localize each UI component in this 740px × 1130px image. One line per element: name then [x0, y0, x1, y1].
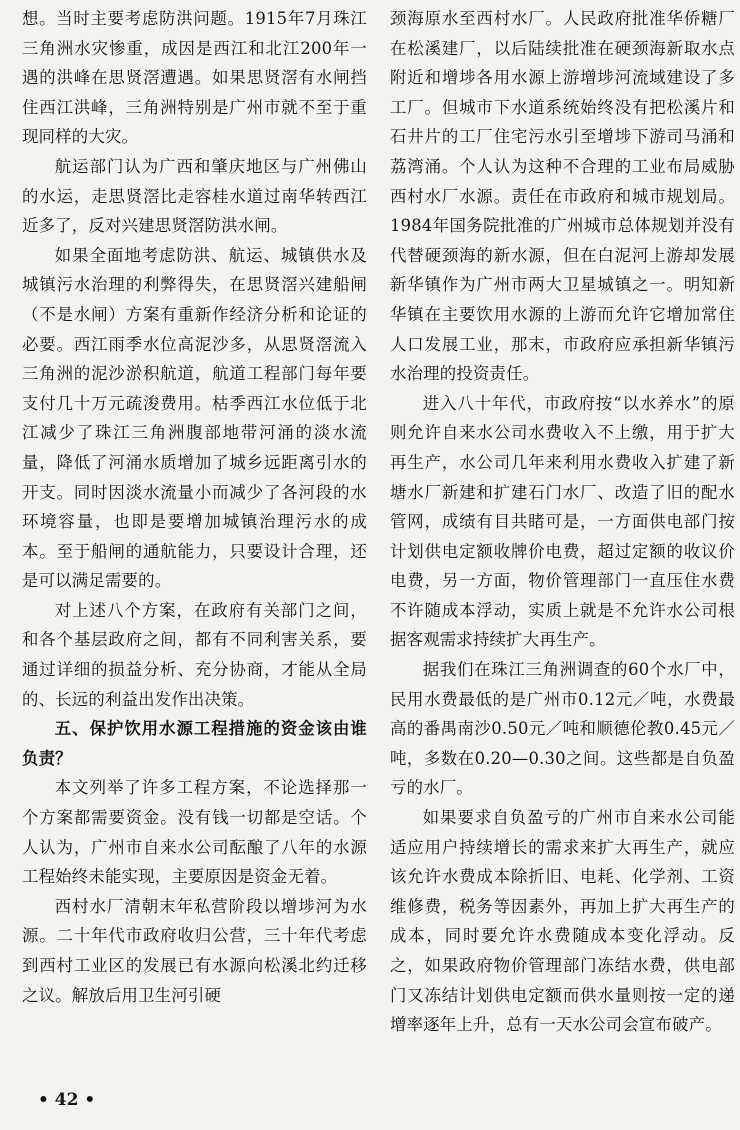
left-column [22, 4, 367, 1010]
section-heading: 五、保护饮用水源工程措施的资金该由谁负责？ [22, 719, 367, 768]
paragraph: 颈海原水至西村水厂。人民政府批准华侨糖厂在松溪建厂，以后陆续批准在硬颈海新取水点附近和增埗各用水源上游增埗河流域建设了多工厂。但城市下水道系统始终没有把松溪片和石井片的工厂住宅污水引至增埗下游司马涌和荔湾涌。个人认为这种不合理的工业布局威胁西村水厂水源。责任在市政府和城市规划局。1984年国务院批准的广州城市总体规划并没有代替硬颈海的新水源，但在白泥河上游却发展新华镇作为广州市两大卫星城镇之一。明知新华镇在主要饮用水源的上游而允许它增加常住人口发展工业，那末，市政府应承担新华镇污水治理的投资责任。 [390, 9, 735, 384]
paragraph: 进入八十年代，市政府按“以水养水”的原则允许自来水公司水费收入不上缴，用于扩大再生产，水公司几年来利用水费收入扩建了新塘水厂新建和扩建石门水厂、改造了旧的配水管网，成绩有目共睹可是，一方面供电部门按计划供电定额收牌价电费，超过定额的收议价电费，另一方面，物价管理部门一直压住水费不许随成本浮动，实质上就是不允许水公司根据客观需求持续扩大再生产。 [390, 393, 735, 650]
paragraph: 想。当时主要考虑防洪问题。1915年7月珠江三角洲水灾惨重，成因是西江和北江200年一遇的洪峰在思贤滘遭遇。如果思贤滘有水闸挡住西江洪峰，三角洲特别是广州市就不至于重现同样的大灾。 [22, 9, 367, 147]
page-number: • 42 • [38, 1090, 96, 1110]
paragraph: 本文列举了许多工程方案，不论选择那一个方案都需要资金。没有钱一切都是空话。个人认为，广州市自来水公司酝酿了八年的水源工程始终未能实现，主要原因是资金无着。 [22, 778, 367, 887]
paragraph: 西村水厂清朝末年私营阶段以增埗河为水源。二十年代市政府收归公营，三十年代考虑到西村工业区的发展已有水源向松溪北约迁移之议。解放后用卫生河引硬 [22, 896, 367, 1005]
right-column [390, 4, 735, 1040]
paragraph: 对上述八个方案，在政府有关部门之间，和各个基层政府之间，都有不同利害关系，要通过详细的损益分析、充分协商，才能从全局的、长远的利益出发作出决策。 [22, 600, 367, 709]
paragraph: 如果全面地考虑防洪、航运、城镇供水及城镇污水治理的利弊得失，在思贤滘兴建船闸（不是水闸）方案有重新作经济分析和论证的必要。西江雨季水位高泥沙多，从思贤滘流入三角洲的泥沙淤积航道，航道工程部门每年要支付几十万元疏浚费用。枯季西江水位低于北江减少了珠江三角洲腹部地带河涌的淡水流量，降低了河涌水质增加了城乡远距离引水的开支。同时因淡水流量小而减少了各河段的水环境容量，也即是要增加城镇治理污水的成本。至于船闸的通航能力，只要设计合理，还是可以满足需要的。 [22, 245, 367, 591]
paragraph: 据我们在珠江三角洲调查的60个水厂中，民用水费最低的是广州市0.12元／吨，水费最高的番禺南沙0.50元／吨和顺德伦教0.45元／吨，多数在0.20—0.30之间。这些都是自负盈亏的水厂。 [390, 660, 735, 798]
paragraph: 航运部门认为广西和肇庆地区与广州佛山的水运，走思贤滘比走容桂水道过南华转西江近多了，反对兴建思贤滘防洪水闸。 [22, 156, 367, 236]
paragraph: 如果要求自负盈亏的广州市自来水公司能适应用户持续增长的需求来扩大再生产，就应该允许水费成本除折旧、电耗、化学剂、工资维修费，税务等因素外，再加上扩大再生产的成本，同时要允许水费随成本变化浮动。反之，如果政府物价管理部门冻结水费，供电部门又冻结计划供电定额而供水量则按一定的递增率逐年上升，总有一天水公司会宣布破产。 [390, 808, 735, 1035]
